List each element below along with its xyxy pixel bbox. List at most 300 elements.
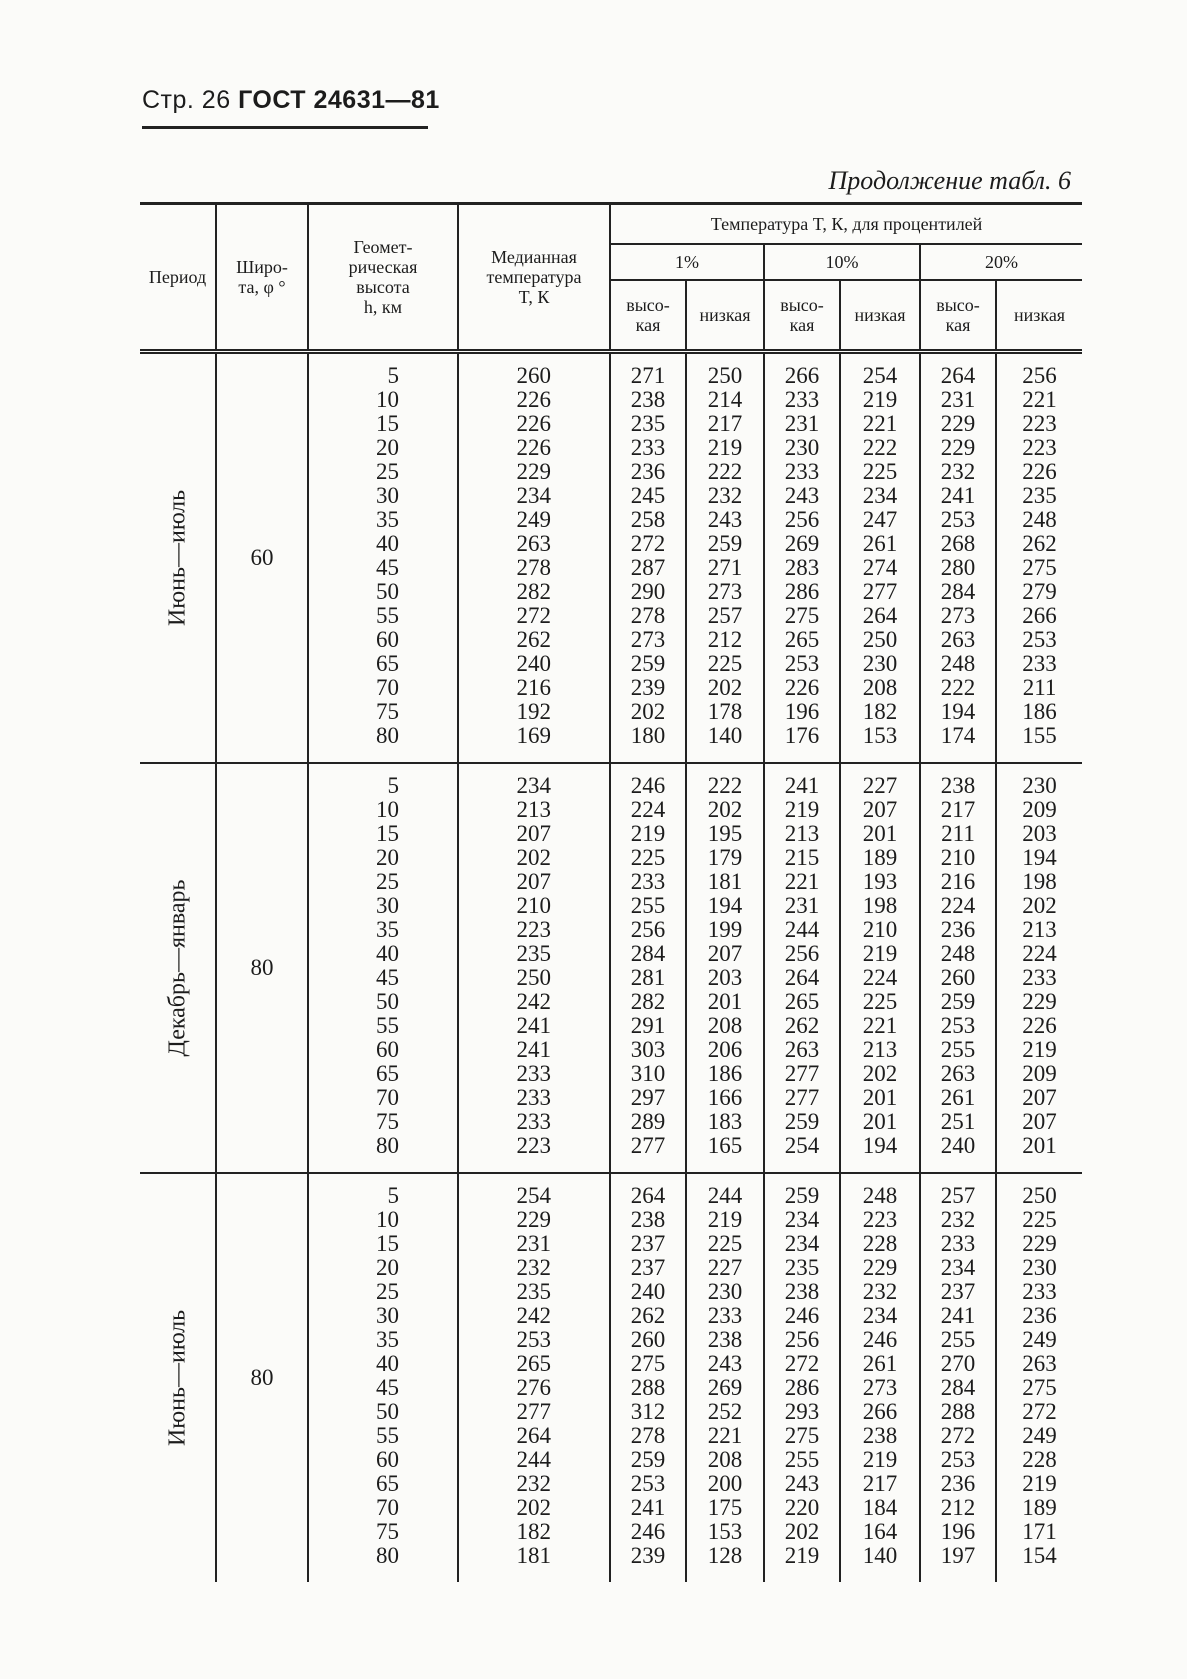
table-cell: 15 — [376, 411, 399, 436]
table-cell: 20 — [376, 435, 399, 460]
table-cell: 245 — [630, 483, 666, 508]
table-cell: 246 — [862, 1327, 898, 1352]
table-cell: 226 — [516, 435, 551, 460]
table-cell: 202 — [862, 1061, 898, 1086]
column-p20-high — [920, 1173, 996, 1582]
table-cell: 241 — [630, 1495, 666, 1520]
table-cell: 164 — [862, 1519, 898, 1544]
table-cell: 255 — [784, 1447, 820, 1472]
table-cell: 284 — [940, 579, 976, 604]
table-cell: 212 — [940, 1495, 976, 1520]
table-cell: 180 — [630, 723, 666, 748]
table-cell: 175 — [707, 1495, 743, 1520]
table-cell: 60 — [376, 1447, 399, 1472]
table-cell: 219 — [1022, 1037, 1057, 1062]
table-cell: 194 — [862, 1133, 898, 1158]
table-cell: 220 — [784, 1495, 820, 1520]
table-cell: 40 — [376, 941, 399, 966]
table-cell: 238 — [707, 1327, 743, 1352]
table-cell: 257 — [707, 603, 743, 628]
table-cell: 225 — [630, 845, 666, 870]
table-cell: 243 — [784, 1471, 820, 1496]
table-cell: 211 — [941, 821, 975, 846]
table-cell: 255 — [940, 1327, 976, 1352]
table-cell: 35 — [376, 507, 399, 532]
table-cell: 244 — [784, 917, 820, 942]
table-cell: 222 — [940, 675, 976, 700]
table-cell: 259 — [630, 1447, 666, 1472]
column-p1-high — [610, 352, 686, 764]
table-cell: 272 — [630, 531, 666, 556]
table-cell: 201 — [707, 989, 743, 1014]
table-cell: 249 — [516, 507, 551, 532]
page-header — [142, 86, 440, 115]
table-cell: 213 — [516, 797, 551, 822]
table-cell: 189 — [1022, 1495, 1057, 1520]
table-cell: 254 — [516, 1183, 551, 1208]
table-cell: 274 — [862, 555, 898, 580]
table-cell: 264 — [516, 1423, 551, 1448]
table-cell: 284 — [630, 941, 666, 966]
table-cell: 20 — [376, 845, 399, 870]
header-p10: 10% — [764, 244, 920, 280]
table-cell: 297 — [630, 1085, 666, 1110]
table-cell: 238 — [940, 773, 976, 798]
table-cell: 240 — [940, 1133, 976, 1158]
table-cell: 264 — [784, 965, 820, 990]
table-cell: 231 — [784, 411, 820, 436]
table-cell: 260 — [940, 965, 976, 990]
table-cell: 229 — [1022, 989, 1057, 1014]
table-cell: 270 — [940, 1351, 976, 1376]
table-cell: 262 — [630, 1303, 666, 1328]
table-cell: 225 — [707, 1231, 743, 1256]
table-cell: 224 — [940, 893, 976, 918]
standard-number: ГОСТ 24631—81 — [238, 86, 440, 114]
table-cell: 181 — [707, 869, 743, 894]
table-cell: 165 — [707, 1133, 743, 1158]
table-cell: 253 — [940, 507, 976, 532]
header-period: Период — [148, 267, 207, 287]
table-cell: 201 — [862, 1109, 898, 1134]
table-cell: 239 — [630, 1543, 666, 1568]
period-cell — [140, 1173, 216, 1582]
table-cell: 35 — [376, 917, 399, 942]
table-cell: 250 — [707, 363, 743, 388]
table-cell: 244 — [516, 1447, 551, 1472]
table-cell: 210 — [862, 917, 898, 942]
table-cell: 291 — [630, 1013, 666, 1038]
table-cell: 268 — [940, 531, 976, 556]
table-cell: 30 — [376, 1303, 399, 1328]
table-cell: 219 — [707, 435, 743, 460]
table-header — [140, 204, 1082, 352]
table-cell: 253 — [784, 651, 820, 676]
table-cell: 235 — [630, 411, 666, 436]
header-temperature-group: Температура T, К, для процентилей — [610, 204, 1082, 245]
table-cell: 277 — [862, 579, 898, 604]
table-cell: 226 — [784, 675, 820, 700]
table-cell: 259 — [707, 531, 743, 556]
table-cell: 246 — [630, 773, 666, 798]
table-cell: 282 — [630, 989, 666, 1014]
table-cell: 249 — [1022, 1423, 1057, 1448]
table-cell: 55 — [376, 603, 399, 628]
table-cell: 241 — [516, 1013, 551, 1038]
table-cell: 258 — [630, 507, 666, 532]
table-cell: 5 — [387, 773, 399, 798]
column-p10-high — [764, 763, 840, 1173]
table-cell: 193 — [862, 869, 898, 894]
table-cell: 286 — [784, 1375, 820, 1400]
table-cell: 229 — [862, 1255, 898, 1280]
table-cell: 261 — [862, 531, 898, 556]
table-cell: 286 — [784, 579, 820, 604]
table-cell: 50 — [376, 579, 399, 604]
table-cell: 241 — [940, 1303, 976, 1328]
table-cell: 196 — [940, 1519, 976, 1544]
column-p10-high — [764, 352, 840, 764]
table-cell: 260 — [630, 1327, 666, 1352]
table-cell: 235 — [784, 1255, 820, 1280]
table-block — [140, 352, 1082, 764]
header-median: Медианная температура T, К — [458, 204, 610, 352]
table-cell: 235 — [516, 941, 551, 966]
table-cell: 265 — [516, 1351, 551, 1376]
table-cell: 256 — [630, 917, 666, 942]
table-cell: 243 — [784, 483, 820, 508]
table-cell: 249 — [1022, 1327, 1057, 1352]
table-cell: 219 — [862, 941, 898, 966]
table-cell: 80 — [376, 1133, 399, 1158]
table-cell: 226 — [1022, 1013, 1057, 1038]
table-cell: 194 — [1022, 845, 1057, 870]
table-cell: 171 — [1022, 1519, 1057, 1544]
table-cell: 213 — [784, 821, 820, 846]
table-cell: 212 — [707, 627, 743, 652]
table-cell: 233 — [516, 1109, 551, 1134]
table-cell: 50 — [376, 989, 399, 1014]
column-p1-high — [610, 763, 686, 1173]
table-cell: 263 — [784, 1037, 820, 1062]
table-cell: 233 — [784, 387, 820, 412]
header-p1: 1% — [610, 244, 764, 280]
table-cell: 210 — [940, 845, 976, 870]
table-cell: 202 — [784, 1519, 820, 1544]
table-cell: 277 — [516, 1399, 551, 1424]
table-cell: 230 — [862, 651, 898, 676]
column-p20-high — [920, 763, 996, 1173]
table-cell: 233 — [940, 1231, 976, 1256]
table-cell: 80 — [376, 1543, 399, 1568]
table-cell: 234 — [784, 1231, 820, 1256]
table-cell: 20 — [376, 1255, 399, 1280]
table-cell: 264 — [862, 603, 898, 628]
table-cell: 281 — [630, 965, 666, 990]
table-cell: 200 — [707, 1471, 743, 1496]
column-median — [458, 1173, 610, 1582]
table-cell: 40 — [376, 1351, 399, 1376]
table-cell: 5 — [387, 363, 399, 388]
table-cell: 232 — [940, 459, 976, 484]
table-cell: 238 — [630, 387, 666, 412]
period-label: Июнь—июль — [164, 489, 190, 627]
table-cell: 224 — [630, 797, 666, 822]
table-cell: 229 — [940, 435, 976, 460]
table-cell: 255 — [630, 893, 666, 918]
table-cell: 312 — [630, 1399, 666, 1424]
table-cell: 253 — [940, 1013, 976, 1038]
table-cell: 259 — [784, 1183, 820, 1208]
table-cell: 253 — [940, 1447, 976, 1472]
column-p1-low — [686, 352, 764, 764]
table-cell: 25 — [376, 459, 399, 484]
table-cell: 219 — [784, 797, 820, 822]
column-p1-low — [686, 763, 764, 1173]
column-p1-high — [610, 1173, 686, 1582]
table-cell: 234 — [940, 1255, 976, 1280]
table-cell: 166 — [707, 1085, 743, 1110]
table-cell: 289 — [630, 1109, 666, 1134]
table-cell: 194 — [940, 699, 976, 724]
table-cell: 256 — [1022, 363, 1057, 388]
table-cell: 266 — [862, 1399, 898, 1424]
table-cell: 278 — [630, 603, 666, 628]
table-cell: 10 — [376, 797, 399, 822]
latitude-cell: 80 — [216, 763, 308, 1173]
table-cell: 228 — [1022, 1447, 1057, 1472]
table-cell: 234 — [862, 483, 898, 508]
table-cell: 75 — [376, 699, 399, 724]
table-cell: 276 — [516, 1375, 551, 1400]
table-cell: 208 — [862, 675, 898, 700]
table-cell: 223 — [1022, 411, 1057, 436]
table-cell: 256 — [784, 941, 820, 966]
table-cell: 232 — [516, 1255, 551, 1280]
table-cell: 219 — [862, 1447, 898, 1472]
table-cell: 280 — [940, 555, 976, 580]
table-cell: 198 — [1022, 869, 1057, 894]
table-cell: 259 — [630, 651, 666, 676]
table-cell: 224 — [1022, 941, 1057, 966]
table-cell: 222 — [707, 459, 743, 484]
table-cell: 236 — [940, 1471, 976, 1496]
table-cell: 208 — [707, 1447, 743, 1472]
table-cell: 207 — [1022, 1109, 1057, 1134]
table-cell: 234 — [516, 773, 551, 798]
table-cell: 234 — [862, 1303, 898, 1328]
header-height: Геомет- рическая высота h, км — [308, 204, 458, 352]
table-cell: 230 — [1022, 1255, 1057, 1280]
table-cell: 293 — [784, 1399, 820, 1424]
table-cell: 246 — [784, 1303, 820, 1328]
period-cell — [140, 763, 216, 1173]
table-cell: 263 — [940, 1061, 976, 1086]
table-cell: 263 — [940, 627, 976, 652]
table-cell: 246 — [630, 1519, 666, 1544]
table-cell: 253 — [1022, 627, 1057, 652]
header-rule — [142, 126, 428, 129]
table-cell: 225 — [707, 651, 743, 676]
table-cell: 279 — [1022, 579, 1057, 604]
table-cell: 153 — [862, 723, 898, 748]
table-cell: 223 — [516, 917, 551, 942]
table-cell: 184 — [862, 1495, 898, 1520]
table-cell: 265 — [784, 989, 820, 1014]
column-p20-high — [920, 352, 996, 764]
table-cell: 226 — [516, 411, 551, 436]
table-cell: 269 — [707, 1375, 743, 1400]
column-p10-low — [840, 763, 920, 1173]
table-cell: 277 — [784, 1061, 820, 1086]
table-cell: 30 — [376, 893, 399, 918]
table-cell: 179 — [707, 845, 743, 870]
table-cell: 254 — [862, 363, 898, 388]
latitude-cell: 60 — [216, 352, 308, 764]
table-cell: 275 — [784, 1423, 820, 1448]
table-cell: 303 — [630, 1037, 666, 1062]
table-cell: 273 — [707, 579, 743, 604]
table-cell: 275 — [1022, 1375, 1057, 1400]
table-cell: 209 — [1022, 1061, 1057, 1086]
table-cell: 225 — [862, 459, 898, 484]
table-cell: 278 — [630, 1423, 666, 1448]
table-cell: 262 — [784, 1013, 820, 1038]
table-cell: 265 — [784, 627, 820, 652]
table-cell: 75 — [376, 1109, 399, 1134]
table-cell: 231 — [784, 893, 820, 918]
table-cell: 202 — [630, 699, 666, 724]
column-p20-low — [996, 352, 1082, 764]
table-cell: 235 — [516, 1279, 551, 1304]
table-cell: 273 — [862, 1375, 898, 1400]
table-cell: 75 — [376, 1519, 399, 1544]
table-cell: 232 — [940, 1207, 976, 1232]
table-cell: 290 — [630, 579, 666, 604]
table-cell: 221 — [862, 411, 898, 436]
period-cell — [140, 352, 216, 764]
table-cell: 310 — [630, 1061, 666, 1086]
table-cell: 243 — [707, 1351, 743, 1376]
table-cell: 182 — [862, 699, 898, 724]
table-cell: 45 — [376, 555, 399, 580]
table-cell: 222 — [707, 773, 743, 798]
table-cell: 198 — [862, 893, 898, 918]
table-cell: 256 — [784, 507, 820, 532]
table-cell: 207 — [707, 941, 743, 966]
table-cell: 248 — [940, 941, 976, 966]
table-cell: 10 — [376, 1207, 399, 1232]
table-block — [140, 1173, 1082, 1582]
table-cell: 240 — [516, 651, 551, 676]
table-cell: 237 — [940, 1279, 976, 1304]
table-cell: 45 — [376, 1375, 399, 1400]
table-cell: 207 — [1022, 1085, 1057, 1110]
table-cell: 153 — [707, 1519, 743, 1544]
table-cell: 242 — [516, 1303, 551, 1328]
table-cell: 169 — [516, 723, 551, 748]
header-p20-low: низкая — [996, 280, 1082, 352]
table-cell: 233 — [784, 459, 820, 484]
table-cell: 222 — [862, 435, 898, 460]
column-p10-low — [840, 352, 920, 764]
table-cell: 225 — [862, 989, 898, 1014]
table-cell: 194 — [707, 893, 743, 918]
column-median — [458, 763, 610, 1173]
table-cell: 219 — [1022, 1471, 1057, 1496]
table-cell: 229 — [1022, 1231, 1057, 1256]
table-cell: 275 — [784, 603, 820, 628]
table-cell: 241 — [940, 483, 976, 508]
table-cell: 226 — [1022, 459, 1057, 484]
table-block — [140, 763, 1082, 1173]
table-cell: 202 — [707, 675, 743, 700]
table-cell: 237 — [630, 1255, 666, 1280]
table-cell: 232 — [516, 1471, 551, 1496]
table-cell: 236 — [940, 917, 976, 942]
table-cell: 15 — [376, 821, 399, 846]
page-label: Стр. 26 — [142, 86, 231, 114]
table-cell: 282 — [516, 579, 551, 604]
table-cell: 233 — [1022, 1279, 1057, 1304]
table-cell: 201 — [1022, 1133, 1057, 1158]
table-cell: 70 — [376, 675, 399, 700]
table-cell: 224 — [862, 965, 898, 990]
table-cell: 201 — [862, 1085, 898, 1110]
table-cell: 263 — [1022, 1351, 1057, 1376]
table-cell: 214 — [707, 387, 743, 412]
table-cell: 238 — [630, 1207, 666, 1232]
table-cell: 229 — [516, 459, 551, 484]
table-cell: 216 — [940, 869, 976, 894]
header-p10-high: высо- кая — [764, 280, 840, 352]
table-cell: 271 — [707, 555, 743, 580]
column-h — [308, 1173, 458, 1582]
table-cell: 266 — [1022, 603, 1057, 628]
table-cell: 174 — [940, 723, 976, 748]
table-cell: 241 — [516, 1037, 551, 1062]
table-cell: 221 — [1022, 387, 1057, 412]
table-cell: 226 — [516, 387, 551, 412]
table-cell: 55 — [376, 1013, 399, 1038]
table-cell: 65 — [376, 1471, 399, 1496]
table-cell: 227 — [862, 773, 898, 798]
table-cell: 178 — [707, 699, 743, 724]
table-cell: 128 — [707, 1543, 743, 1568]
table-cell: 209 — [1022, 797, 1057, 822]
table-cell: 288 — [630, 1375, 666, 1400]
column-p20-low — [996, 763, 1082, 1173]
table-cell: 256 — [784, 1327, 820, 1352]
table-cell: 202 — [516, 845, 551, 870]
table-cell: 254 — [784, 1133, 820, 1158]
table-cell: 207 — [516, 821, 551, 846]
table-cell: 196 — [784, 699, 820, 724]
table-cell: 277 — [784, 1085, 820, 1110]
table-cell: 70 — [376, 1495, 399, 1520]
table-cell: 221 — [862, 1013, 898, 1038]
table-cell: 60 — [376, 627, 399, 652]
table-cell: 234 — [784, 1207, 820, 1232]
table-cell: 203 — [707, 965, 743, 990]
table-cell: 266 — [784, 363, 820, 388]
table-cell: 272 — [1022, 1399, 1057, 1424]
table-cell: 287 — [630, 555, 666, 580]
table-cell: 248 — [1022, 507, 1057, 532]
table-cell: 60 — [376, 1037, 399, 1062]
column-h — [308, 763, 458, 1173]
table-cell: 219 — [707, 1207, 743, 1232]
